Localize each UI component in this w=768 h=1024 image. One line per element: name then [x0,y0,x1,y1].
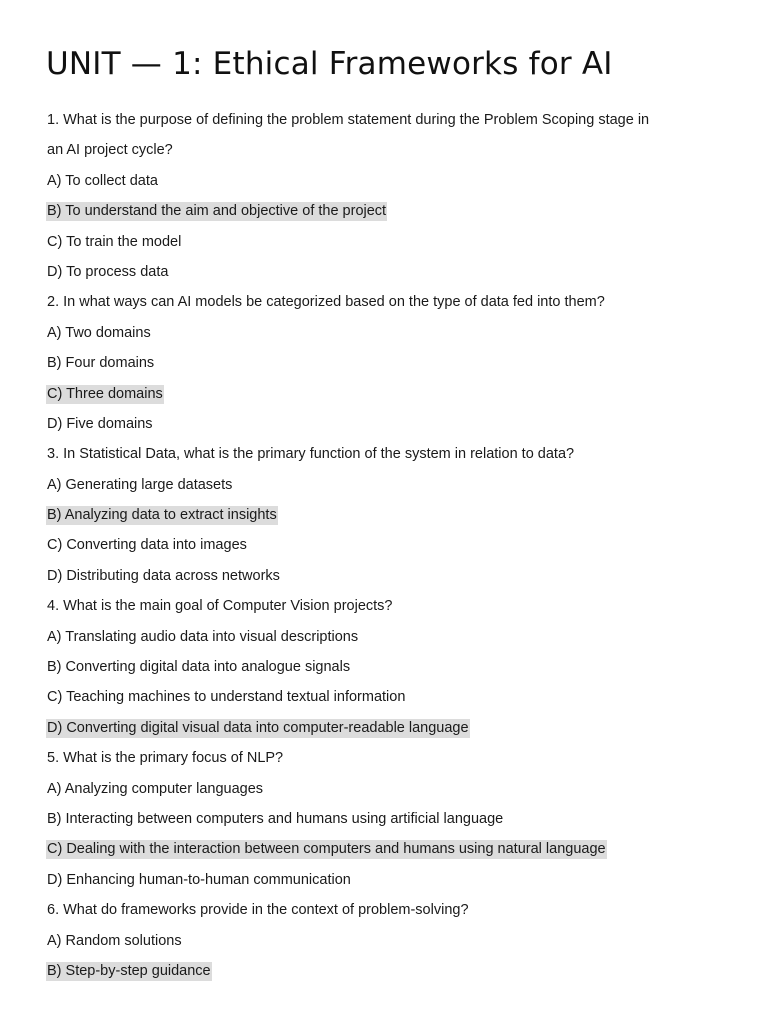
highlighted-answer-line [46,956,746,986]
line-text: B) Four domains [47,355,155,372]
text-line [46,439,746,469]
text-line [46,135,746,165]
line-text: B) Step-by-step guidance [47,962,211,979]
text-line [46,257,746,287]
line-text: A) Random solutions [47,932,182,949]
question-list [46,105,746,986]
line-text: 3. In Statistical Data, what is the primary function of the system in relation to data? [47,446,575,463]
highlighted-answer-line [46,834,746,864]
line-text: D) Converting digital visual data into computer-readable language [47,719,469,736]
text-line [46,743,746,773]
page-title: UNIT — 1: Ethical Frameworks for AI [46,46,613,82]
line-text: 2. In what ways can AI models be categorized based on the type of data fed into them? [47,294,605,311]
highlighted-answer-line [46,713,746,743]
line-text: D) To process data [47,263,169,280]
line-text: C) Converting data into images [47,537,247,554]
line-text: C) Dealing with the interaction between computers and humans using natural language [47,841,606,858]
line-text: A) Two domains [47,324,151,341]
line-text: A) Generating large datasets [47,476,233,493]
text-line [46,561,746,591]
text-line [46,804,746,834]
text-line [46,895,746,925]
line-text: an AI project cycle? [47,142,173,159]
line-text: 5. What is the primary focus of NLP? [47,750,284,767]
line-text: 1. What is the purpose of defining the problem statement during the Problem Scoping stage in [47,112,650,128]
text-line [46,682,746,712]
line-text: B) Interacting between computers and humans using artificial language [47,810,504,827]
text-line [46,774,746,804]
line-text: B) Converting digital data into analogue signals [47,659,351,676]
text-line [46,318,746,348]
highlighted-answer-line [46,196,746,226]
text-line [46,530,746,560]
line-text: 4. What is the main goal of Computer Vision projects? [47,598,393,615]
text-line [46,348,746,378]
line-text: A) Translating audio data into visual descriptions [47,628,359,645]
line-text: B) To understand the aim and objective of the project [47,203,387,220]
text-line [46,652,746,682]
text-line [46,622,746,652]
line-text: D) Distributing data across networks [47,567,280,584]
line-text: 6. What do frameworks provide in the context of problem-solving? [47,902,469,919]
highlighted-answer-line [46,500,746,530]
text-line [46,227,746,257]
document-page [46,40,746,986]
text-line [46,470,746,500]
text-line [46,287,746,317]
text-line [46,105,746,135]
text-line [46,166,746,196]
line-text: B) Analyzing data to extract insights [47,507,277,524]
text-line [46,926,746,956]
text-line [46,591,746,621]
line-text: C) Teaching machines to understand textual information [47,689,406,706]
highlighted-answer-line [46,379,746,409]
line-text: A) Analyzing computer languages [47,780,264,797]
text-line [46,409,746,439]
line-text: D) Five domains [47,415,153,432]
line-text: A) To collect data [47,172,158,189]
line-text: C) To train the model [47,233,182,250]
line-text: C) Three domains [47,385,163,402]
line-text: D) Enhancing human-to-human communication [47,871,351,888]
text-line [46,865,746,895]
